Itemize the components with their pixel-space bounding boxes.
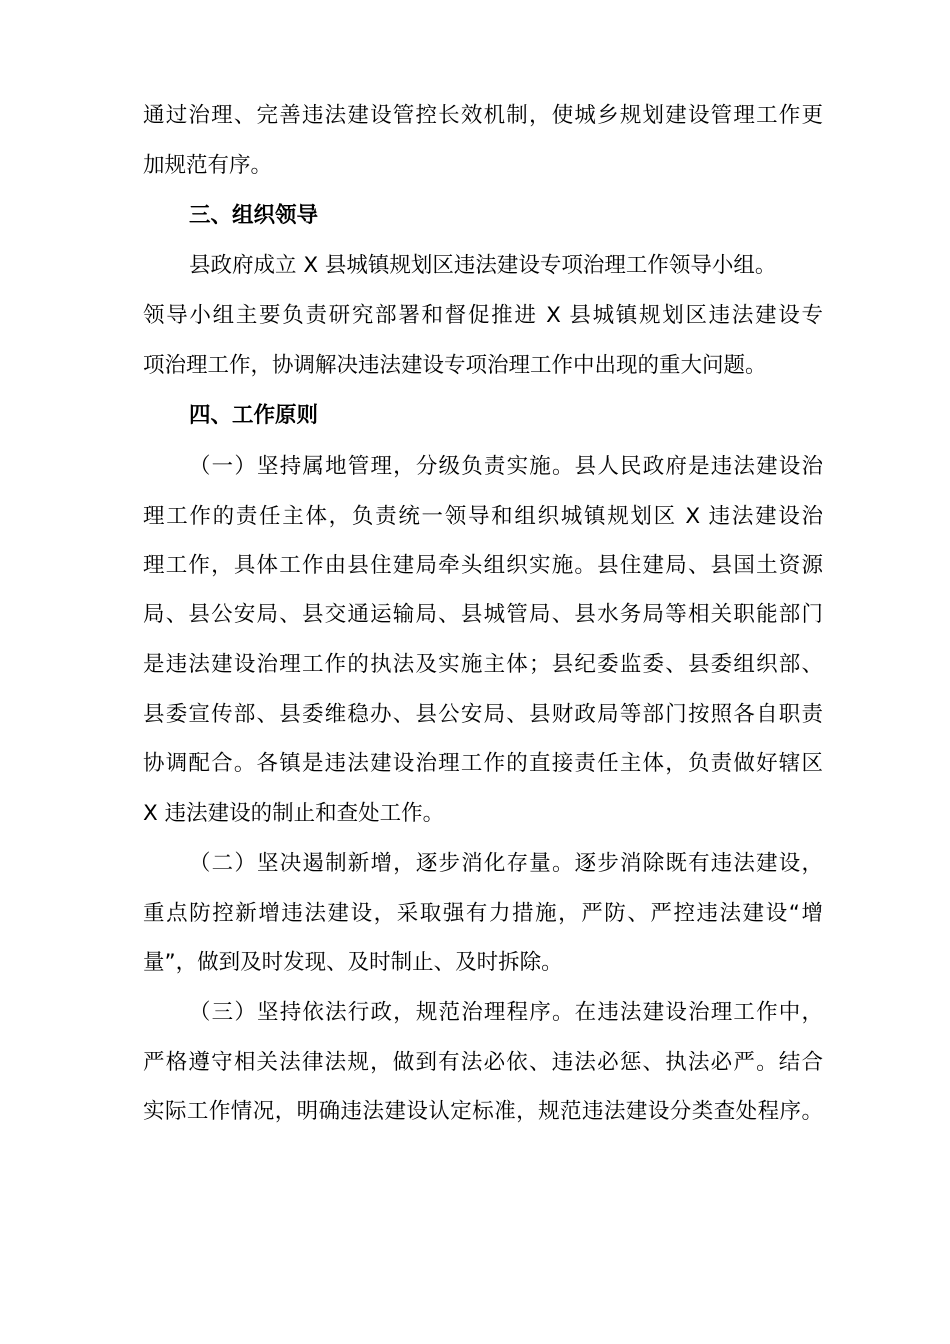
p1-line-6: 县委宣传部、县委维稳办、县公安局、县财政局等部门按照各自职责 (143, 702, 823, 727)
org-line-2: 领导小组主要负责研究部署和督促推进 X 县城镇规划区违法建设专 (143, 303, 823, 328)
p3-line-3: 实际工作情况，明确违法建设认定标准，规范违法建设分类查处程序。 (143, 1099, 823, 1124)
p2-line-1: （二）坚决遏制新增，逐步消化存量。逐步消除既有违法建设， (189, 851, 823, 876)
p3-line-2: 严格遵守相关法律法规，做到有法必依、违法必惩、执法必严。结合 (143, 1050, 823, 1075)
p1-line-7: 协调配合。各镇是违法建设治理工作的直接责任主体，负责做好辖区 (143, 751, 823, 776)
p3-line-1: （三）坚持依法行政，规范治理程序。在违法建设治理工作中， (189, 1000, 823, 1025)
p2-line-3: 量”，做到及时发现、及时制止、及时拆除。 (143, 950, 563, 975)
section-heading-organization: 三、组织领导 (189, 203, 319, 228)
org-line-1: 县政府成立 X 县城镇规划区违法建设专项治理工作领导小组。 (189, 253, 777, 278)
p1-line-5: 是违法建设治理工作的执法及实施主体；县纪委监委、县委组织部、 (143, 652, 823, 677)
org-line-3: 项治理工作，协调解决违法建设专项治理工作中出现的重大问题。 (143, 353, 767, 378)
intro-line-1: 通过治理、完善违法建设管控长效机制，使城乡规划建设管理工作更 (143, 103, 823, 128)
p2-line-2: 重点防控新增违法建设，采取强有力措施，严防、严控违法建设“增 (143, 901, 823, 926)
p1-line-3: 理工作，具体工作由县住建局牵头组织实施。县住建局、县国土资源 (143, 553, 823, 578)
p1-line-1: （一）坚持属地管理，分级负责实施。县人民政府是违法建设治 (189, 454, 823, 479)
section-heading-principles: 四、工作原则 (189, 403, 319, 428)
p1-line-2: 理工作的责任主体，负责统一领导和组织城镇规划区 X 违法建设治 (143, 504, 823, 529)
p1-line-4: 局、县公安局、县交通运输局、县城管局、县水务局等相关职能部门 (143, 602, 823, 627)
intro-line-2: 加规范有序。 (143, 153, 273, 178)
p1-line-8: X 违法建设的制止和查处工作。 (143, 801, 445, 826)
